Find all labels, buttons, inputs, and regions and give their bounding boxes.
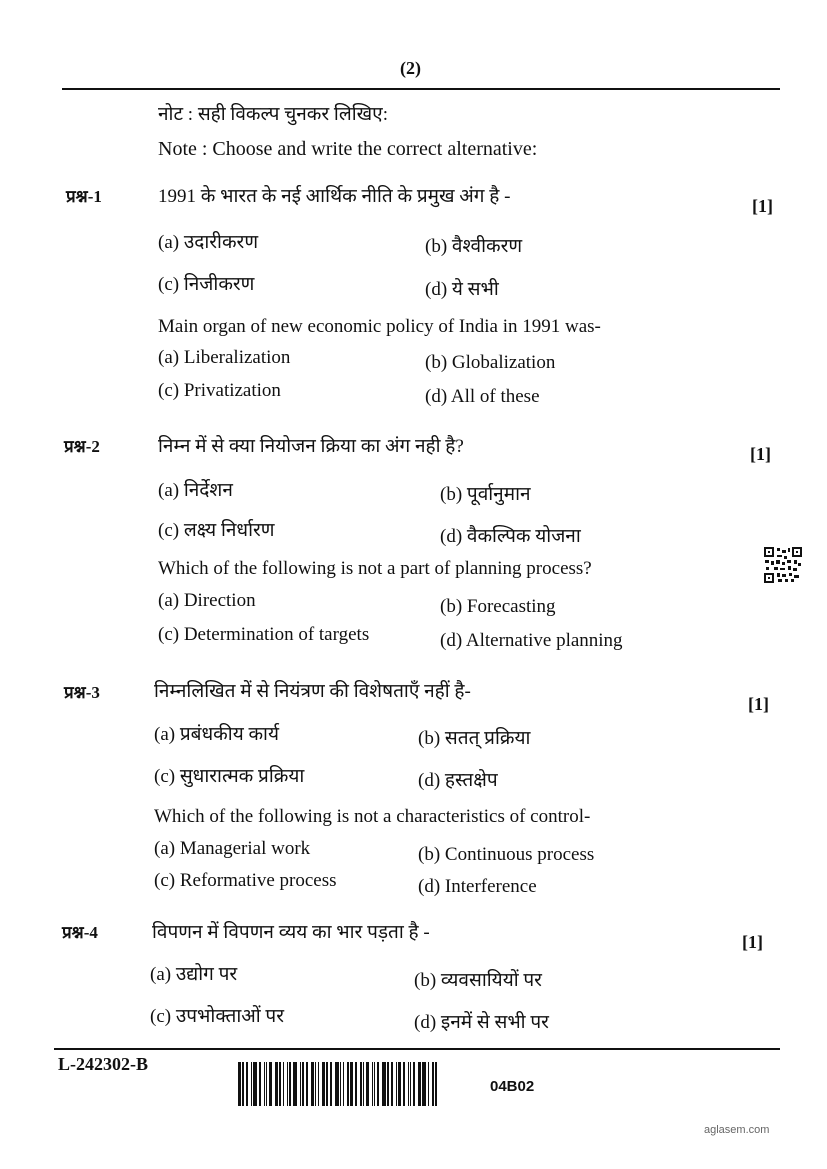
note-hindi: नोट : सही विकल्प चुनकर लिखिए: [158, 104, 388, 125]
question-1-text-english: Main organ of new economic policy of India in 1991 was- [158, 316, 601, 337]
q1-option-b-english: (b) Globalization [425, 352, 556, 373]
q1-option-b-hindi: (b) वैश्वीकरण [425, 236, 523, 257]
question-3-text-hindi: निम्नलिखित में से नियंत्रण की विशेषताएँ नहीं है- [154, 681, 471, 702]
page-number: (2) [400, 58, 421, 78]
q1-option-a-hindi: (a) उदारीकरण [158, 232, 259, 253]
question-3-label: प्रश्न-3 [64, 683, 100, 702]
question-4-label: प्रश्न-4 [62, 923, 98, 942]
q2-option-b-hindi: (b) पूर्वानुमान [440, 484, 531, 505]
q3-option-b-hindi: (b) सतत् प्रक्रिया [418, 728, 531, 749]
q3-option-c-english: (c) Reformative process [154, 870, 337, 891]
paper-code: L-242302-B [58, 1054, 148, 1074]
q2-option-d-hindi: (d) वैकल्पिक योजना [440, 526, 581, 547]
q1-option-a-english: (a) Liberalization [158, 347, 291, 368]
note-english: Note : Choose and write the correct alternative: [158, 138, 538, 160]
q4-option-d-hindi: (d) इनमें से सभी पर [414, 1012, 549, 1033]
q1-option-d-english: (d) All of these [425, 386, 540, 407]
question-2-marks: [1] [750, 444, 771, 464]
question-1-label: प्रश्न-1 [66, 187, 102, 206]
q3-option-d-english: (d) Interference [418, 876, 537, 897]
qr-code-icon [764, 547, 802, 583]
q3-option-a-hindi: (a) प्रबंधकीय कार्य [154, 724, 279, 745]
q1-option-c-hindi: (c) निजीकरण [158, 274, 255, 295]
question-3-marks: [1] [748, 694, 769, 714]
q2-option-c-english: (c) Determination of targets [158, 624, 370, 645]
question-1-marks: [1] [752, 196, 773, 216]
q3-option-a-english: (a) Managerial work [154, 838, 311, 859]
bottom-divider [54, 1048, 780, 1050]
q2-option-b-english: (b) Forecasting [440, 596, 556, 617]
q1-option-c-english: (c) Privatization [158, 380, 281, 401]
q4-option-a-hindi: (a) उद्योग पर [150, 964, 238, 985]
q2-option-a-english: (a) Direction [158, 590, 256, 611]
question-3-text-english: Which of the following is not a characteristics of control- [154, 806, 591, 827]
q4-option-b-hindi: (b) व्यवसायियों पर [414, 970, 542, 991]
q2-option-c-hindi: (c) लक्ष्य निर्धारण [158, 520, 275, 541]
question-4-marks: [1] [742, 932, 763, 952]
watermark: aglasem.com [704, 1124, 770, 1136]
q3-option-b-english: (b) Continuous process [418, 844, 595, 865]
q4-option-c-hindi: (c) उपभोक्ताओं पर [150, 1006, 284, 1027]
q3-option-d-hindi: (d) हस्तक्षेप [418, 770, 498, 791]
question-4-text-hindi: विपणन में विपणन व्यय का भार पड़ता है - [152, 922, 430, 943]
q2-option-d-english: (d) Alternative planning [440, 630, 623, 651]
question-2-text-hindi: निम्न में से क्या नियोजन क्रिया का अंग नही है? [158, 436, 464, 457]
top-divider [62, 88, 780, 90]
question-1-text-hindi: 1991 के भारत के नई आर्थिक नीति के प्रमुख अंग है - [158, 186, 511, 207]
q2-option-a-hindi: (a) निर्देशन [158, 480, 233, 501]
q3-option-c-hindi: (c) सुधारात्मक प्रक्रिया [154, 766, 305, 787]
barcode-number: 04B02 [490, 1078, 535, 1095]
barcode-icon [238, 1062, 464, 1106]
q1-option-d-hindi: (d) ये सभी [425, 279, 499, 300]
question-2-label: प्रश्न-2 [64, 437, 100, 456]
question-2-text-english: Which of the following is not a part of planning process? [158, 558, 592, 579]
